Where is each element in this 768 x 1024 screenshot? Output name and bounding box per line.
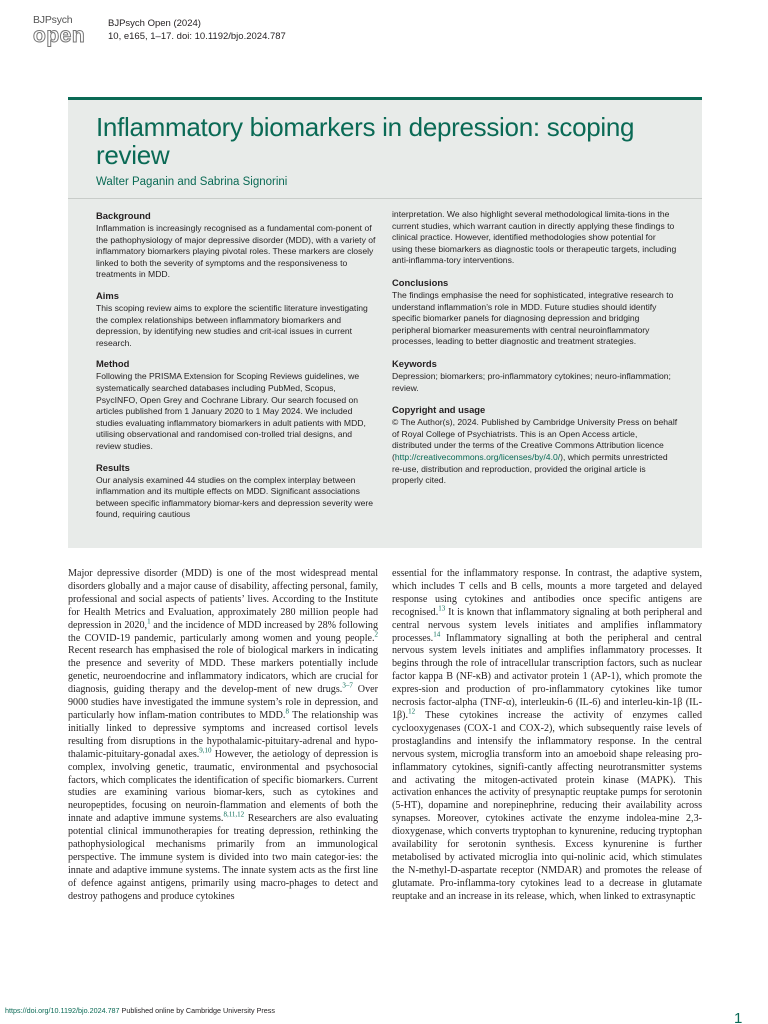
- copyright-text-part: © The Author(s), 2024. Published by Cambridge University Press on behalf of Royal College of Psychiatrists. This is an Open Access article, distributed under the terms of the Creative Commons Attribution licence (: [392, 417, 678, 462]
- abstract-heading: Copyright and usage: [392, 404, 486, 416]
- body-text: Over 9000 studies have investigated the immune system’s role in depression, and particularly how inflam-mation contributes to MDD.: [68, 684, 378, 721]
- abstract-results-continued: [392, 209, 678, 267]
- article-authors: Walter Paganin and Sabrina Signorini: [96, 176, 288, 188]
- abstract-right-column: [392, 209, 678, 497]
- body-text: Researchers are also evaluating potential clinical immunotherapies for treating depression, rethinking the pathophysiological mechanisms primarily from an immunological perspective. The immune system is divided into two main categor-ies: the innate and adaptive immune systems. The innate system acts as the first line of defence against antigens, primarily using macro-phages to detect and destroy pathogens and produce cytokines: [68, 813, 378, 902]
- abstract-heading: Keywords: [392, 357, 437, 369]
- body-paragraph: [392, 568, 702, 904]
- body-text: Major depressive disorder (MDD) is one of the most widespread mental disorders globally and a major cause of disability, affecting personal, family, professional and social aspects of patients’ lives. According to the Institute for Health Metrics and Evaluation, approximately 280 million people had depression in 2020,: [68, 568, 378, 631]
- body-paragraph: [68, 568, 378, 904]
- reference-link[interactable]: 8,11,12: [223, 810, 245, 819]
- doi-link[interactable]: https://doi.org/10.1192/bjo.2024.787: [5, 1006, 120, 1015]
- abstract-panel-top-rule: [68, 97, 702, 100]
- body-text: It is known that inflammatory signaling at both peripheral and central nervous system levels initiates and amplifies inflammatory processes.: [392, 606, 702, 644]
- published-note: Published online by Cambridge University Press: [119, 1006, 275, 1015]
- logo-top-text: BJPsych: [33, 14, 73, 26]
- reference-link[interactable]: 3–7: [342, 681, 353, 690]
- body-text: essential for the inflammatory response. In contrast, the adaptive system, which includes T cells and B cells, mounts a more targeted and delayed response using cytokines and antibodies once specific antigens are recognised.: [392, 568, 702, 618]
- page-footer: [5, 1006, 275, 1015]
- abstract-text: This scoping review aims to explore the scientific literature investigating the complex relationships between inflammatory biomarkers and depression, by identifying new studies and crit-ical issues in current research.: [96, 302, 368, 348]
- license-link[interactable]: http://creativecommons.org/licenses/by/4.0/: [394, 451, 561, 462]
- copyright-text-part: ), which permits unrestricted re-use, distribution and reproduction, provided the original article is properly cited.: [392, 451, 668, 486]
- body-text: Recent research has emphasised the role of biological markers in indicating the presence and severity of MDD. These markers potentially include genetic, neuroendocrine and inflammatory indicators, which are crucial for diagnosis, guiding therapy and the develop-ment of new drugs.: [68, 645, 378, 696]
- journal-year: (2024): [173, 18, 201, 29]
- abstract-heading: Aims: [96, 289, 119, 301]
- body-left-column: [68, 568, 378, 904]
- reference-link[interactable]: 13: [438, 604, 446, 613]
- journal-name: BJPsych Open: [108, 18, 171, 29]
- body-text: These cytokines increase the activity of enzymes called cyclooxygenases (COX-1 and COX-2), which subsequently raise levels of prostaglandins and intensify the inflammatory response. In the central nervous system, microglia transform into an amoeboid shape releasing pro-inflammatory cytokines, signifi-cantly affecting neurotransmitter systems and activating the mitogen-activated protein kinase (MAPK). This activation enhances the activity of presynaptic reuptake pumps for serotonin (5-HT), dopamine and norepinephrine, reducing their availability across synapses. Moreover, cytokines activate the enzyme indolea-mine 2,3-dioxygenase, which converts tryptophan to kynurenine, reducing tryptophan availability for serotonin synthesis. Excess kynurenine is further metabolised by activated microglia into qui-nolinic acid, which stimulates the N-methyl-D-aspartate receptor (NMDAR) and promotes the release of glutamate. Pro-inflamma-tory cytokines lead to a decrease in glutamate reuptake and an increase in its release, which, when linked to extrasynaptic: [392, 709, 702, 902]
- abstract-text: Our analysis examined 44 studies on the complex interplay between inflammation and its multiple effects on MDD. Significant associations between specific inflammatory biomar-kers and depression severity were found, requiring cautious: [96, 474, 374, 520]
- abstract-text: The findings emphasise the need for sophisticated, integrative research to understand inflammation’s role in MDD. Future studies should identify specific biomarker panels for diagnosing depression and bridging peripheral biomarker measurements with central neuroinflammatory processes, leading to better diagnostic and treatment strategies.: [392, 289, 674, 347]
- abstract-conclusions: [392, 277, 678, 348]
- page-number: 1: [734, 1010, 743, 1024]
- body-text: However, the aetiology of depression is complex, involving genetic, traumatic, environmental and psychosocial factors, which complicates the identification of specific biomarkers. Current studies are examining various biomar-kers, such as cytokines and neuropeptides, focusing on neuroin-flammation and elements of both the innate and adaptive immune systems.: [68, 748, 378, 825]
- reference-link[interactable]: 2: [374, 630, 378, 639]
- abstract-copyright: [392, 404, 678, 487]
- abstract-background: [96, 210, 379, 281]
- reference-link[interactable]: 12: [408, 707, 416, 716]
- journal-logo: [33, 14, 91, 48]
- reference-link[interactable]: 1: [147, 617, 151, 626]
- abstract-aims: [96, 290, 379, 349]
- abstract-left-column: [96, 210, 379, 530]
- abstract-heading: Method: [96, 358, 130, 370]
- citation-line: 10, e165, 1–17. doi: 10.1192/bjo.2024.787: [108, 31, 286, 42]
- abstract-heading: Background: [96, 210, 151, 221]
- body-text: The relationship was initially linked to depressive symptoms and increased cortisol levels resulting from disruptions in the hypothalamic-pituitary-adrenal and hypo-thalamic-pituitary-gonadal axes.: [68, 709, 379, 760]
- abstract-heading: Results: [96, 461, 130, 473]
- abstract-text: interpretation. We also highlight several methodological limita-tions in the current studies, which warrant caution in directly applying these findings to clinical practice. However, identified methodologies show potential for using these biomarkers as diagnostic tools or therapeutic targets, including anti-inflamma-tory interventions.: [392, 209, 677, 266]
- abstract-method: [96, 358, 379, 452]
- logo-bottom-text: open: [33, 24, 86, 47]
- article-title: Inflammatory biomarkers in depression: scoping review: [96, 112, 635, 170]
- reference-link[interactable]: 14: [433, 630, 441, 639]
- reference-link[interactable]: 8: [285, 707, 289, 716]
- abstract-keywords: [392, 358, 678, 394]
- journal-citation: [108, 17, 286, 43]
- abstract-heading: Conclusions: [392, 276, 449, 288]
- copyright-text: [392, 417, 678, 487]
- abstract-text: Inflammation is increasingly recognised as a fundamental com-ponent of the pathophysiology of major depressive disorder (MDD), with a variety of inflammatory biomarkers playing pivotal roles. These markers are closely linked to both the severity of symptoms and the responsiveness to treatments in MDD.: [96, 223, 376, 280]
- body-text: Inflammatory signalling at both the peripheral and central nervous system levels initiates and amplifies inflammatory processes. It begins through the role of intracellular transcription factors, such as nuclear factor kappa B (NF-κB) and activator protein 1 (AP-1), which promote the expres-sion and production of pro-inflammatory cytokines like tumor necrosis factor-alpha (TNF-α), interleukin-6 (IL-6) and interleu-kin-1β (IL-1β).: [392, 632, 702, 721]
- abstract-results: [96, 462, 379, 521]
- abstract-text: Following the PRISMA Extension for Scoping Reviews guidelines, we systematically searched databases including PubMed, Scopus, PsycINFO, Open Grey and Cochrane Library. Our search focused on articles published from 1 January 2020 to 1 May 2024. We included studies evaluating inflammatory biomarkers in adult patients with MDD, utilising observational and randomised con-trolled trial designs, and review studies.: [96, 371, 366, 451]
- body-right-column: [392, 568, 702, 904]
- keywords-text: Depression; biomarkers; pro-inflammatory cytokines; neuro-inflammation; review.: [392, 370, 671, 393]
- body-text: and the incidence of MDD increased by 28% following the COVID-19 pandemic, particularly among women and young people.: [68, 619, 379, 644]
- reference-link[interactable]: 9,10: [199, 746, 212, 755]
- title-divider: [68, 198, 702, 199]
